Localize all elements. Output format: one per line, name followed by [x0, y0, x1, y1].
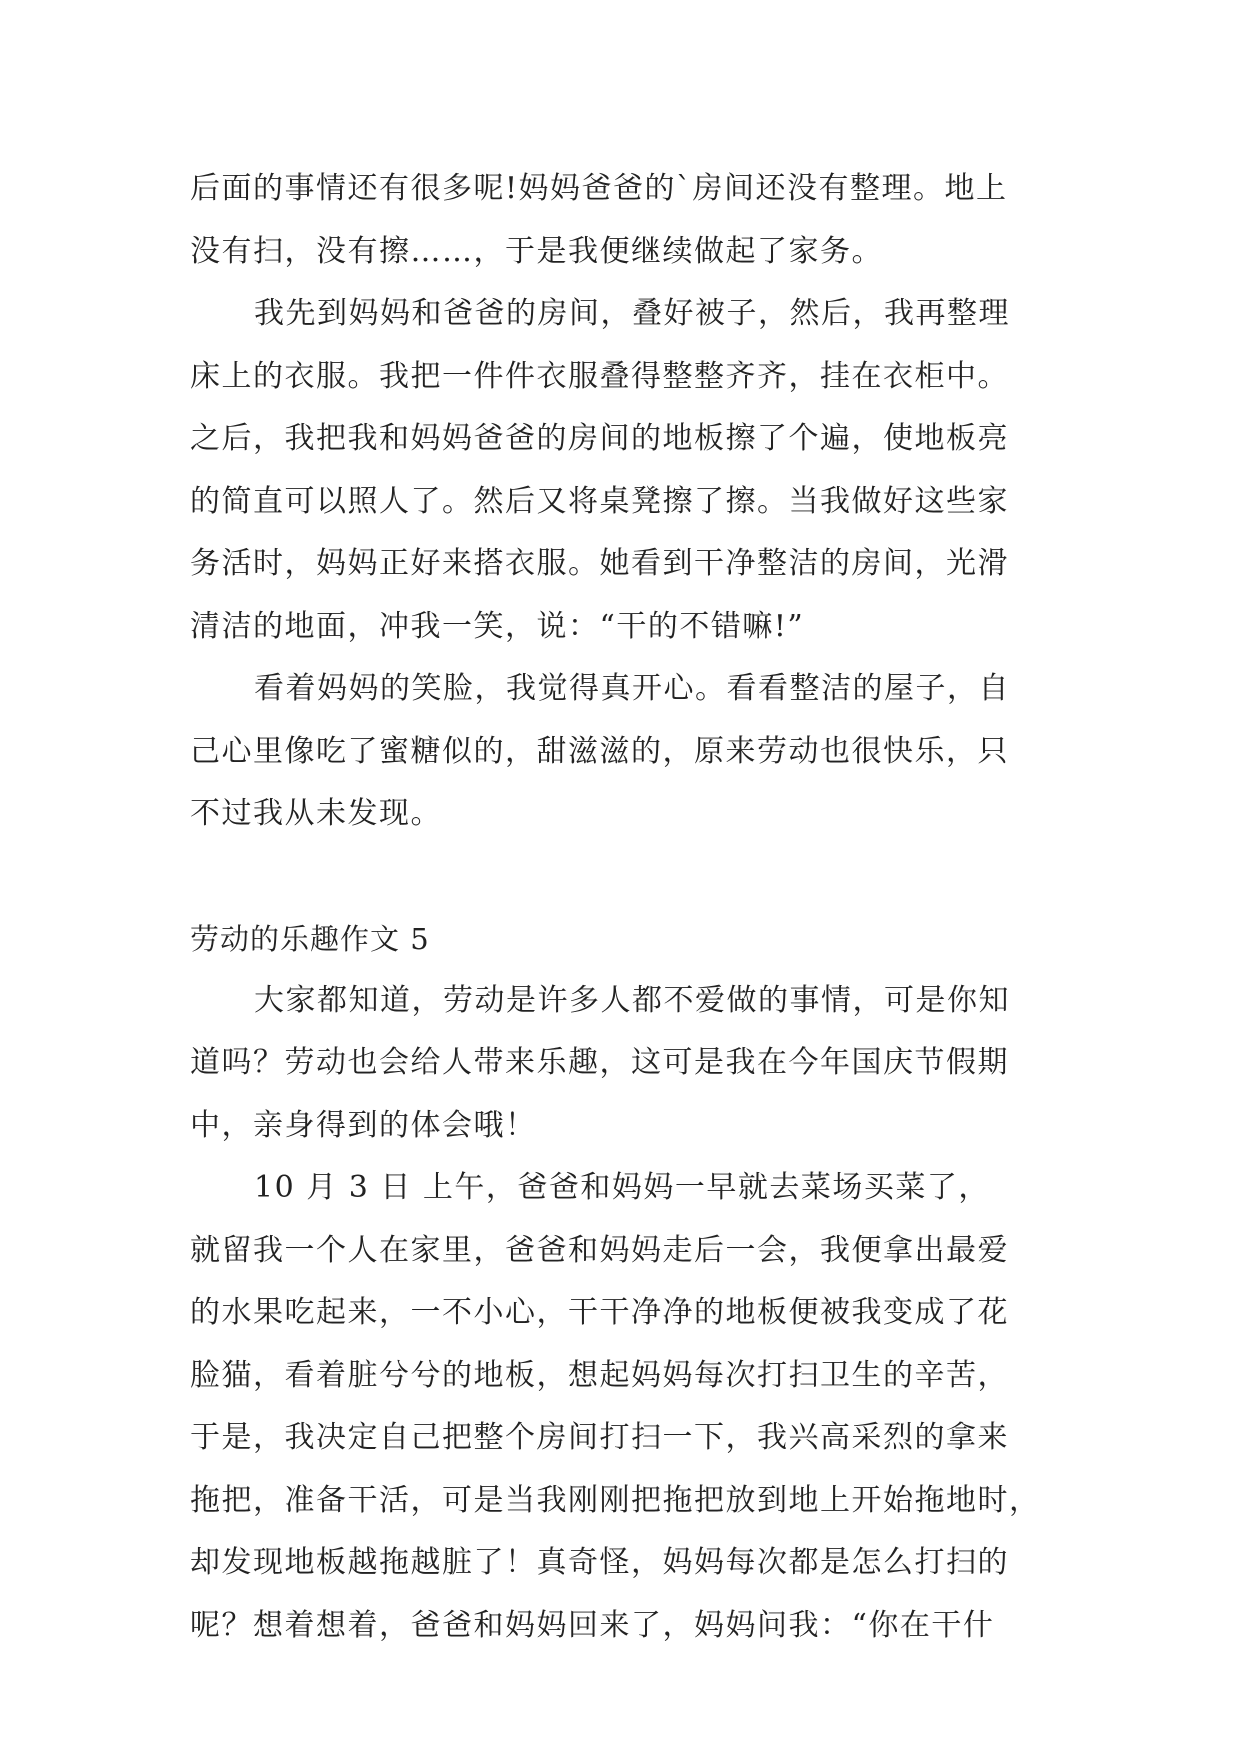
text-line: 不过我从未发现。	[190, 796, 442, 831]
text-line: 就留我一个人在家里，爸爸和妈妈走后一会，我便拿出最爱	[190, 1232, 1009, 1268]
text-line: 大家都知道，劳动是许多人都不爱做的事情，可是你知	[254, 982, 1010, 1018]
paragraph-continued	[190, 158, 1050, 283]
text-line: 我先到妈妈和爸爸的房间，叠好被子，然后，我再整理	[254, 296, 1010, 331]
text-line: 中，亲身得到的体会哦！	[190, 1107, 537, 1143]
paragraph-conclusion	[190, 658, 1050, 846]
text-line: 的简直可以照人了。然后又将桌凳擦了擦。当我做好这些家	[190, 483, 1009, 519]
essay-heading: 劳动的乐趣作文 5	[190, 921, 430, 956]
document-page	[190, 158, 1050, 1657]
text-line: 后面的事情还有很多呢!妈妈爸爸的`房间还没有整理。地上	[190, 171, 1008, 206]
text-line: 没有扫，没有擦……，于是我便继续做起了家务。	[190, 233, 883, 269]
text-line: 呢？想着想着，爸爸和妈妈回来了，妈妈问我：“你在干什	[190, 1607, 995, 1643]
text-line: 脸猫，看着脏兮兮的地板，想起妈妈每次打扫卫生的辛苦，	[190, 1357, 1009, 1393]
text-line: 床上的衣服。我把一件件衣服叠得整整齐齐，挂在衣柜中。	[190, 358, 1009, 394]
paragraph-story	[190, 1157, 1050, 1657]
text-line: 的水果吃起来，一不小心，干干净净的地板便被我变成了花	[190, 1295, 1009, 1330]
section-gap	[190, 846, 1050, 908]
text-line: 务活时，妈妈正好来搭衣服。她看到干净整洁的房间，光滑	[190, 546, 1009, 581]
text-line: 道吗？劳动也会给人带来乐趣，这可是我在今年国庆节假期	[190, 1045, 1009, 1080]
text-line: 却发现地板越拖越脏了！真奇怪，妈妈每次都是怎么打扫的	[190, 1545, 1009, 1580]
text-line: 10 月 3 日 上午，爸爸和妈妈一早就去菜场买菜了，	[254, 1170, 990, 1205]
text-line: 于是，我决定自己把整个房间打扫一下，我兴高采烈的拿来	[190, 1420, 1009, 1455]
text-line: 己心里像吃了蜜糖似的，甜滋滋的，原来劳动也很快乐，只	[190, 733, 1009, 769]
paragraph-intro	[190, 970, 1050, 1158]
text-line: 看着妈妈的笑脸，我觉得真开心。看看整洁的屋子，自	[254, 671, 1010, 706]
text-line: 拖把，准备干活，可是当我刚刚把拖把放到地上开始拖地时，	[190, 1482, 1041, 1518]
text-line: 之后，我把我和妈妈爸爸的房间的地板擦了个遍，使地板亮	[190, 421, 1009, 456]
paragraph-housework	[190, 283, 1050, 658]
text-line: 清洁的地面，冲我一笑，说：“干的不错嘛!”	[190, 608, 805, 644]
